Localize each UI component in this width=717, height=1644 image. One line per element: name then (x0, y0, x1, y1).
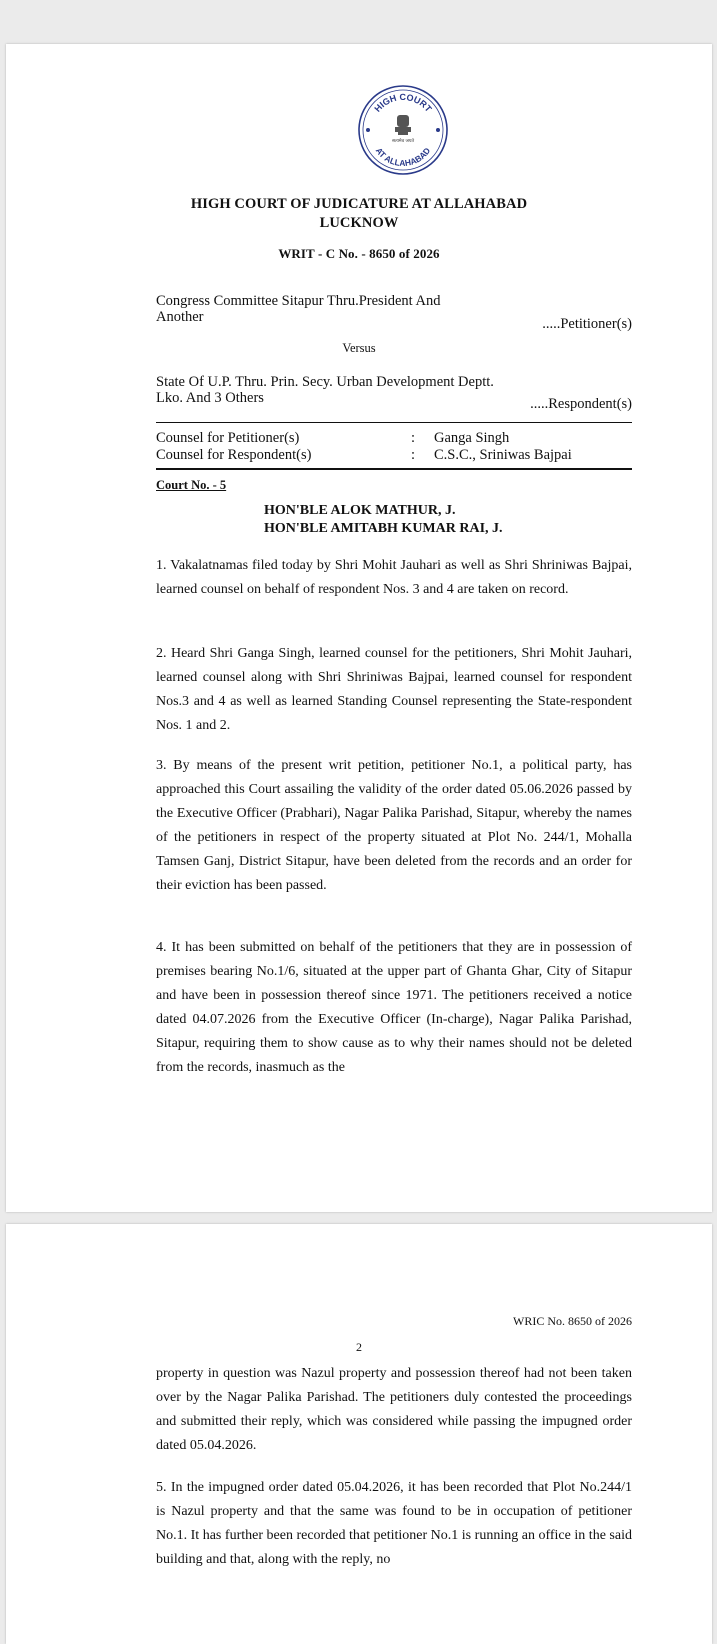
counsel-label: Counsel for Respondent(s) (156, 447, 312, 463)
running-header: WRIC No. 8650 of 2026 (513, 1314, 632, 1328)
case-number: WRIT - C No. - 8650 of 2026 (278, 246, 440, 261)
court-number: Court No. - 5 (156, 478, 227, 492)
versus-label: Versus (342, 341, 376, 355)
counsel-value: C.S.C., Sriniwas Bajpai (434, 447, 572, 463)
petitioner-label: .....Petitioner(s) (542, 316, 632, 332)
petitioner-name: Congress Committee Sitapur Thru.President And Another (156, 293, 441, 325)
counsel-label: Counsel for Petitioner(s) (156, 430, 300, 446)
respondent-label: .....Respondent(s) (530, 396, 632, 412)
document-page-1 (6, 44, 712, 1212)
svg-text:HIGH COURT: HIGH COURT (372, 91, 434, 114)
respondent-name: State Of U.P. Thru. Prin. Secy. Urban Development Deptt. Lko. And 3 Others (156, 374, 494, 406)
svg-text:सत्यमेव जयते: सत्यमेव जयते (391, 139, 415, 144)
high-court-seal-icon (357, 84, 449, 176)
order-paragraph-1: 1. Vakalatnamas filed today by Shri Mohit Jauhari as well as Shri Shriniwas Bajpai, learned counsel on behalf of respondent Nos. 3 and 4 are taken on record. (156, 558, 632, 597)
counsel-value: Ganga Singh (434, 430, 510, 446)
order-paragraph-4: 4. It has been submitted on behalf of the petitioners that they are in possession of premises bearing No.1/6, situated at the upper part of Ghanta Ghar, City of Sitapur and have been in possession thereof since 1971. The petitioners received a notice dated 04.07.2026 from the Executive Officer (In-charge), Nagar Palika Parishad, Sitapur, requiring them to show cause as to why their names should not be deleted from the records, inasmuch as the (156, 940, 632, 1075)
order-paragraph-5: 5. In the impugned order dated 05.04.2026, it has been recorded that Plot No.244/1 is Nazul property and that the same was found to be in occupation of petitioner No.1. It has further been recorded that petitioner No.1 is running an office in the said building and that, along with the reply, no (156, 1480, 632, 1567)
svg-text:AT ALLAHABAD: AT ALLAHABAD (373, 145, 433, 169)
bench-location-heading: LUCKNOW (319, 215, 399, 231)
order-paragraph-2: 2. Heard Shri Ganga Singh, learned counsel for the petitioners, Shri Mohit Jauhari, learned counsel along with Shri Shriniwas Bajpai, learned counsel for respondent Nos.3 and 4 as well as learned Standing Counsel representing the State-respondent Nos. 1 and 2. (156, 646, 632, 733)
judge-name: HON'BLE AMITABH KUMAR RAI, J. (264, 521, 503, 536)
order-paragraph-continued: property in question was Nazul property and possession thereof had not been taken over by the Nagar Palika Parishad. The petitioners duly contested the proceedings and submitted their reply, which was considered while passing the impugned order dated 05.04.2026. (156, 1366, 632, 1453)
page-number: 2 (356, 1340, 362, 1354)
counsel-colon: : (411, 430, 416, 446)
court-name-heading: HIGH COURT OF JUDICATURE AT ALLAHABAD (190, 196, 528, 212)
judge-name: HON'BLE ALOK MATHUR, J. (264, 503, 456, 518)
order-paragraph-3: 3. By means of the present writ petition, petitioner No.1, a political party, has approached this Court assailing the validity of the order dated 05.06.2026 passed by the Executive Officer (Prabhari), Nagar Palika Parishad, Sitapur, whereby the names of the petitioners in respect of the property situated at Plot No. 244/1, Mohalla Tamsen Ganj, District Sitapur, have been deleted from the records and an order for their eviction has been passed. (156, 758, 632, 893)
counsel-colon: : (411, 447, 416, 463)
divider-bottom (156, 468, 632, 470)
divider-top (156, 422, 632, 423)
document-page-2 (6, 1224, 712, 1644)
